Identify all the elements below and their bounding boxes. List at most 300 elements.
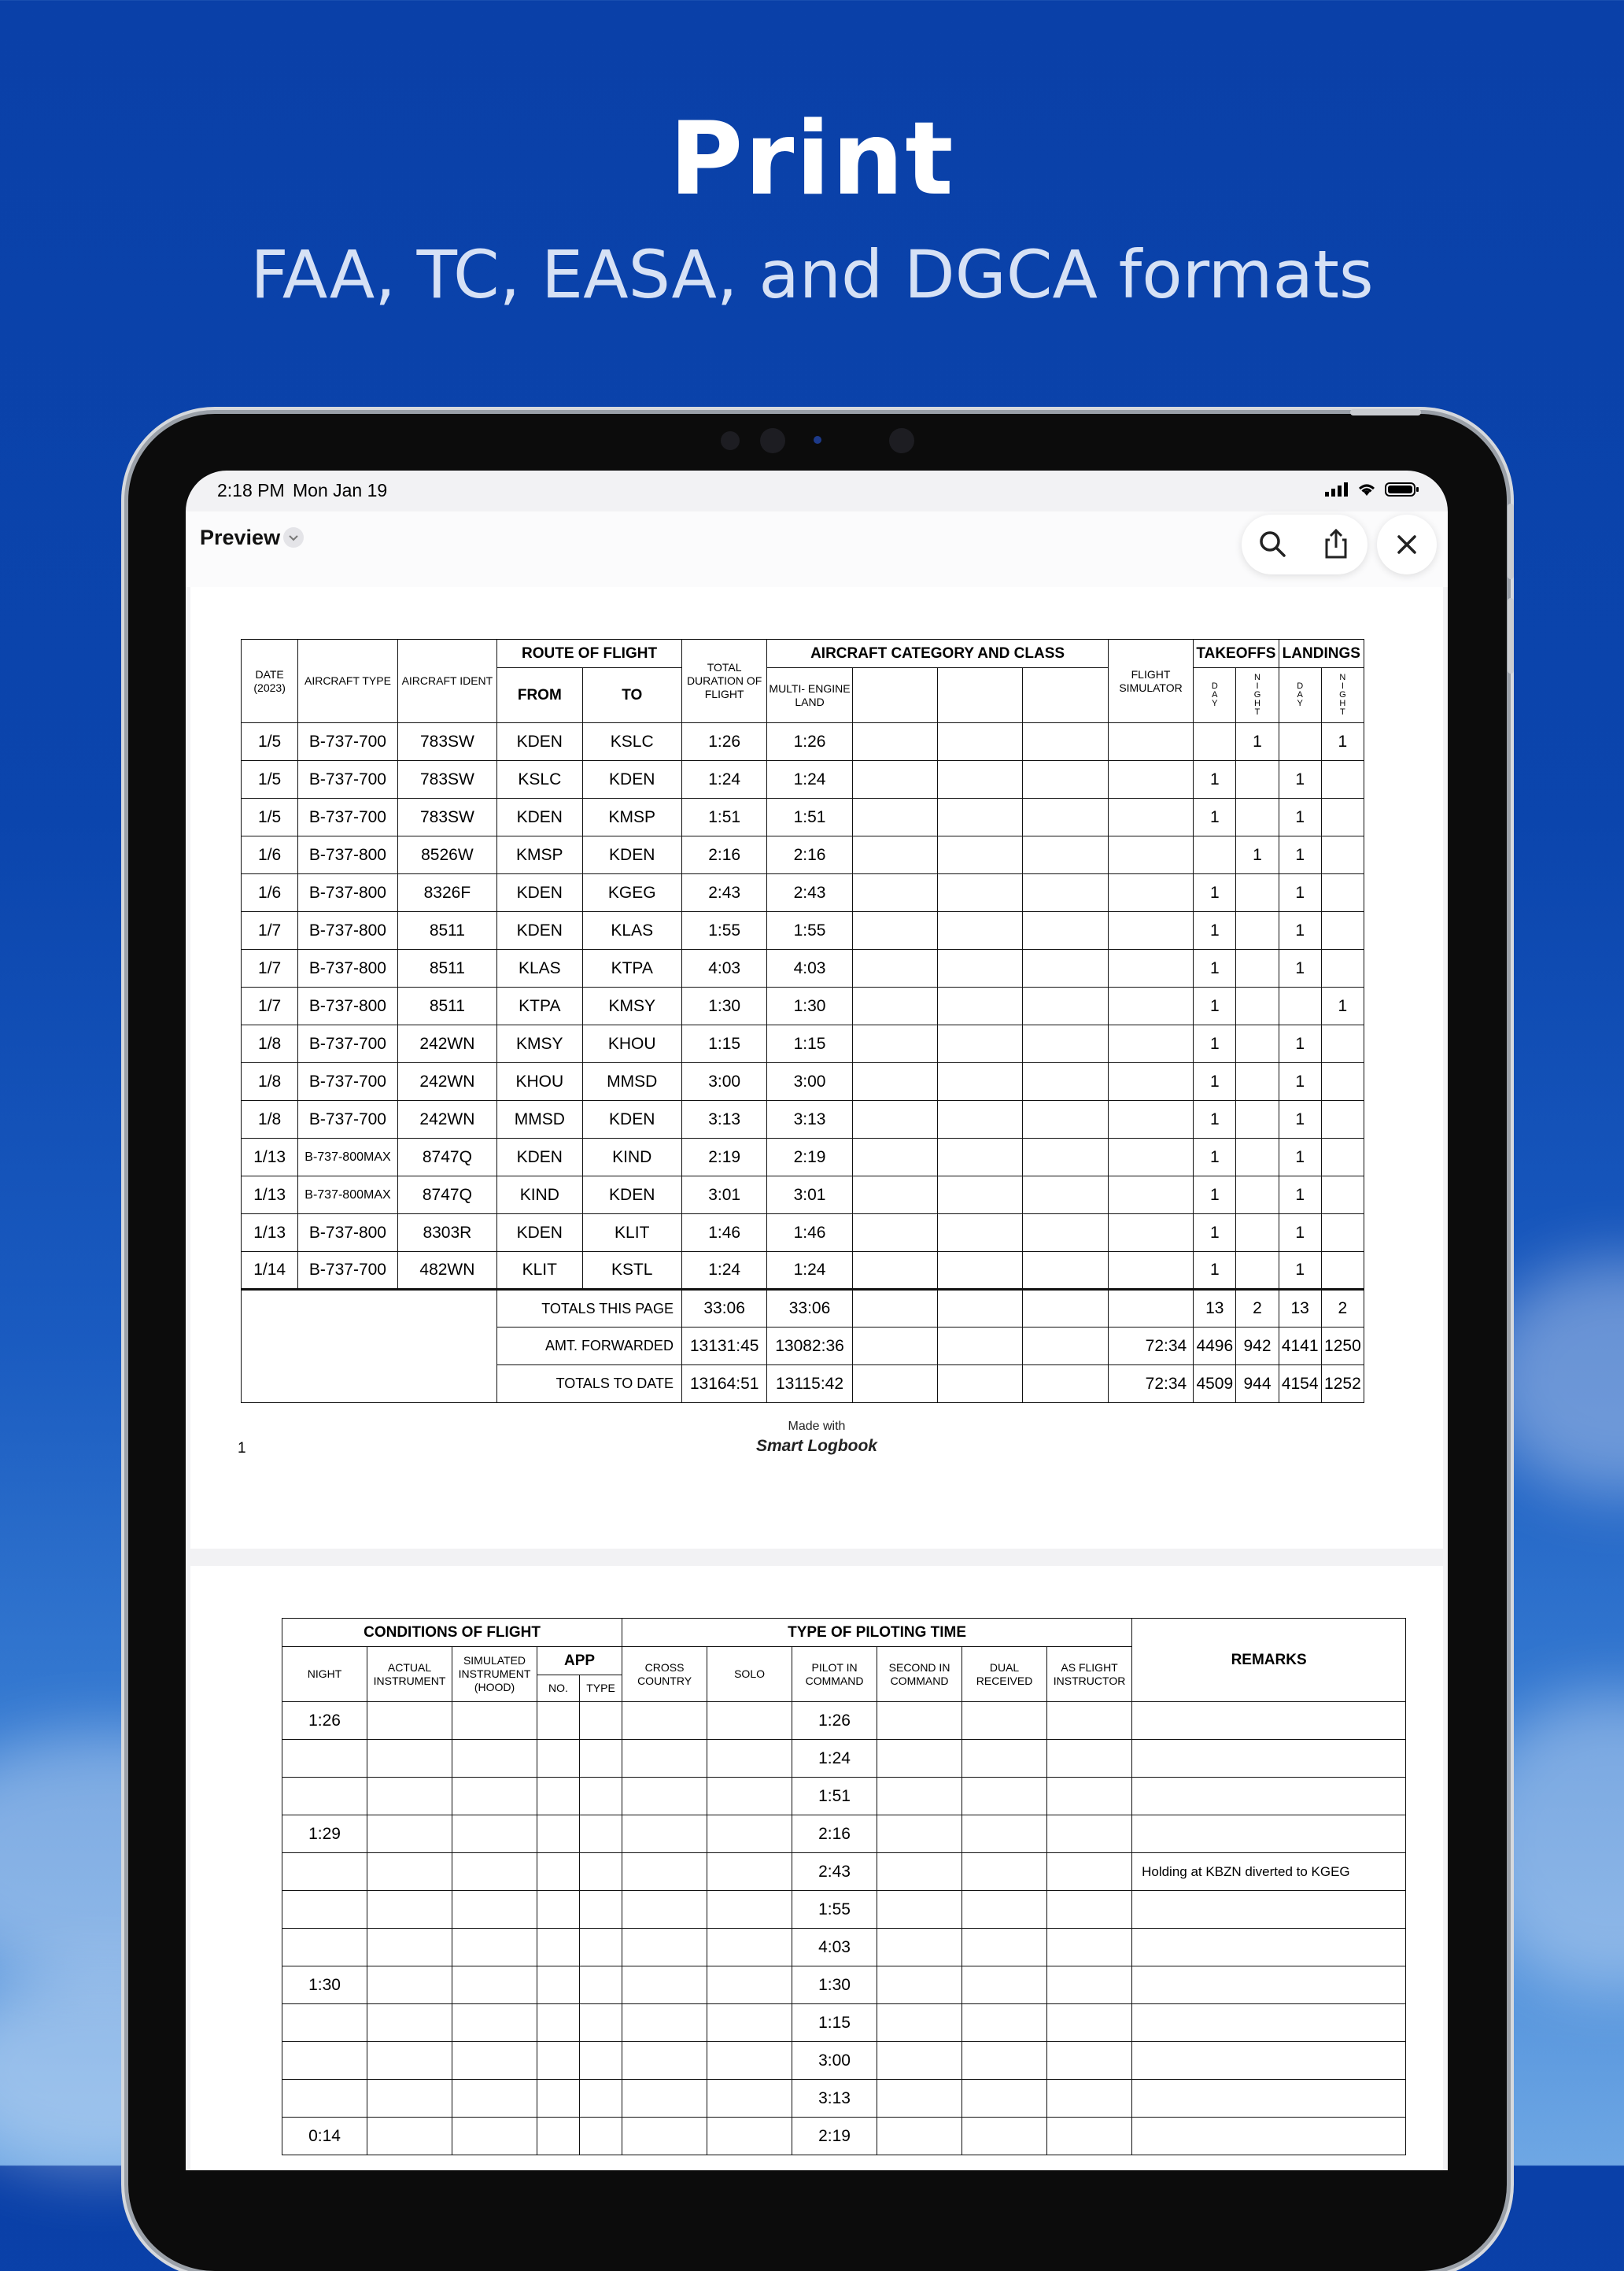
cell-ld_night [1321, 1025, 1364, 1063]
cell-to: KTPA [582, 950, 681, 988]
cell-to_day: 1 [1194, 1214, 1236, 1252]
cell-app_type [580, 1740, 622, 1778]
cell-from: KDEN [497, 874, 582, 912]
cell-to: KSTL [582, 1252, 681, 1290]
cell-to_day: 1 [1194, 799, 1236, 836]
cell-type: B-737-700 [298, 1025, 397, 1063]
cell-solo [707, 1853, 792, 1891]
table-row [242, 1176, 1364, 1214]
cell-pic: 1:55 [792, 1891, 877, 1929]
cell-to_night [1236, 1252, 1279, 1290]
col-route: ROUTE OF FLIGHT [497, 640, 682, 668]
cell-night: 1:30 [282, 1966, 367, 2004]
top-button [1350, 409, 1421, 415]
cell-ld_night [1321, 1176, 1364, 1214]
cell-mel: 1:24 [767, 1252, 852, 1290]
totals-b2 [938, 1290, 1023, 1328]
cell-b3 [1023, 799, 1108, 836]
cell-to: KMSP [582, 799, 681, 836]
cell-type: B-737-800 [298, 836, 397, 874]
cell-b3 [1023, 874, 1108, 912]
cell-sim [452, 2080, 537, 2118]
cell-ld_day: 1 [1279, 1139, 1321, 1176]
cell-b3 [1023, 1101, 1108, 1139]
col-takeoff-day: DAY [1194, 668, 1236, 723]
cell-sic [877, 1815, 962, 1853]
cell-b2 [938, 1139, 1023, 1176]
cell-app_no [537, 1702, 580, 1740]
table-row [242, 1063, 1364, 1101]
col-blank [1023, 668, 1108, 723]
col-multi-engine-land: MULTI- ENGINE LAND [767, 668, 852, 723]
camera-indicator [814, 436, 821, 444]
cell-ld_day: 1 [1279, 836, 1321, 874]
cell-date: 1/5 [242, 799, 298, 836]
table-row [282, 1815, 1406, 1853]
cell-to_night [1236, 950, 1279, 988]
table-row [282, 1891, 1406, 1929]
cell-ld_day: 1 [1279, 799, 1321, 836]
col-solo: SOLO [707, 1647, 792, 1702]
cell-sim [452, 1853, 537, 1891]
table-row [282, 1966, 1406, 2004]
cell-sim [452, 1778, 537, 1815]
cell-b1 [852, 799, 937, 836]
col-total-duration: TOTAL DURATION OF FLIGHT [681, 640, 766, 723]
cell-app_no [537, 2004, 580, 2042]
cell-total: 2:19 [681, 1139, 766, 1176]
totals-label: AMT. FORWARDED [497, 1328, 682, 1365]
col-category: AIRCRAFT CATEGORY AND CLASS [767, 640, 1109, 668]
col-cfi: AS FLIGHT INSTRUCTOR [1047, 1647, 1132, 1702]
totals-total: 13131:45 [681, 1328, 766, 1365]
cell-b1 [852, 836, 937, 874]
preview-title[interactable]: Preview [200, 526, 281, 549]
cell-ident: 482WN [397, 1252, 496, 1290]
col-night: NIGHT [282, 1647, 367, 1702]
cell-app_type [580, 1891, 622, 1929]
table-row [282, 1929, 1406, 1966]
cell-to_day: 1 [1194, 874, 1236, 912]
cell-sic [877, 1853, 962, 1891]
cell-sim [1108, 1025, 1193, 1063]
cell-to_day: 1 [1194, 912, 1236, 950]
col-app: APP [537, 1647, 622, 1675]
col-blank [852, 668, 937, 723]
status-bar [186, 471, 1448, 511]
logbook-page-1 [190, 587, 1443, 1549]
cell-remarks [1132, 2080, 1406, 2118]
cell-b1 [852, 1214, 937, 1252]
table-row [282, 1702, 1406, 1740]
totals-to_night: 2 [1236, 1290, 1279, 1328]
totals-b3 [1023, 1290, 1108, 1328]
cell-mel: 3:01 [767, 1176, 852, 1214]
cell-type: B-737-800MAX [298, 1139, 397, 1176]
cell-total: 1:24 [681, 1252, 766, 1290]
col-pic: PILOT IN COMMAND [792, 1647, 877, 1702]
cell-pic: 2:19 [792, 2118, 877, 2155]
cell-ident: 8303R [397, 1214, 496, 1252]
cell-b2 [938, 799, 1023, 836]
table-row [242, 874, 1364, 912]
cell-sic [877, 1891, 962, 1929]
cell-night: 1:29 [282, 1815, 367, 1853]
cell-to_night [1236, 1025, 1279, 1063]
signal-icon [1325, 482, 1349, 497]
cell-ld_night [1321, 799, 1364, 836]
toolbar-pill [1242, 515, 1367, 574]
cell-ld_day: 1 [1279, 912, 1321, 950]
cell-total: 3:13 [681, 1101, 766, 1139]
cell-ld_night [1321, 836, 1364, 874]
navigation-bar [186, 511, 1448, 587]
cell-sic [877, 2004, 962, 2042]
cell-total: 1:24 [681, 761, 766, 799]
cell-from: KDEN [497, 912, 582, 950]
cell-sim [1108, 723, 1193, 761]
totals-total: 13164:51 [681, 1365, 766, 1403]
table-row [282, 2042, 1406, 2080]
close-icon[interactable] [1385, 523, 1429, 567]
volume-button [1508, 504, 1514, 579]
cell-ident: 783SW [397, 799, 496, 836]
cell-ident: 8511 [397, 912, 496, 950]
cell-remarks [1132, 1929, 1406, 1966]
cell-app_type [580, 1778, 622, 1815]
cell-from: KMSY [497, 1025, 582, 1063]
totals-sim: 72:34 [1108, 1365, 1193, 1403]
cell-to_day: 1 [1194, 1063, 1236, 1101]
table-row [242, 836, 1364, 874]
cell-to: KDEN [582, 836, 681, 874]
cell-b1 [852, 988, 937, 1025]
cell-from: KDEN [497, 1214, 582, 1252]
cell-to: KGEG [582, 874, 681, 912]
cell-remarks [1132, 2004, 1406, 2042]
cell-ident: 8326F [397, 874, 496, 912]
close-button[interactable] [1377, 515, 1437, 574]
cell-date: 1/14 [242, 1252, 298, 1290]
cell-date: 1/13 [242, 1214, 298, 1252]
cell-ident: 8526W [397, 836, 496, 874]
cell-b3 [1023, 761, 1108, 799]
cell-to_night [1236, 874, 1279, 912]
cell-sic [877, 1778, 962, 1815]
cell-night [282, 1929, 367, 1966]
cell-type: B-737-700 [298, 1101, 397, 1139]
cell-total: 1:30 [681, 988, 766, 1025]
cell-dual [962, 1740, 1047, 1778]
cell-mel: 1:15 [767, 1025, 852, 1063]
cell-ld_day: 1 [1279, 874, 1321, 912]
cell-app_type [580, 1853, 622, 1891]
cell-b2 [938, 874, 1023, 912]
cell-mel: 1:46 [767, 1214, 852, 1252]
cell-sim [1108, 1214, 1193, 1252]
cell-b3 [1023, 1176, 1108, 1214]
cell-cfi [1047, 1702, 1132, 1740]
cell-date: 1/7 [242, 912, 298, 950]
table-row [282, 1778, 1406, 1815]
cell-from: KLAS [497, 950, 582, 988]
cell-pic: 1:24 [792, 1740, 877, 1778]
cell-sim [452, 2042, 537, 2080]
cell-dual [962, 1815, 1047, 1853]
cell-app_type [580, 1702, 622, 1740]
totals-ld_night: 1252 [1321, 1365, 1364, 1403]
cell-pic: 2:16 [792, 1815, 877, 1853]
cell-solo [707, 2080, 792, 2118]
cell-app_no [537, 1966, 580, 2004]
cell-sic [877, 2118, 962, 2155]
cell-sim [1108, 988, 1193, 1025]
cell-sim [1108, 836, 1193, 874]
cell-actual [367, 1966, 452, 2004]
totals-mel: 13115:42 [767, 1365, 852, 1403]
cell-b3 [1023, 988, 1108, 1025]
cell-b1 [852, 1101, 937, 1139]
cell-b2 [938, 1214, 1023, 1252]
col-flight-simulator: FLIGHT SIMULATOR [1108, 640, 1193, 723]
screen [186, 471, 1448, 2170]
cell-type: B-737-800 [298, 874, 397, 912]
cell-sim [452, 2118, 537, 2155]
cell-date: 1/6 [242, 874, 298, 912]
table-row [282, 2080, 1406, 2118]
cell-ident: 8511 [397, 988, 496, 1025]
cell-to_day [1194, 723, 1236, 761]
cell-ident: 242WN [397, 1063, 496, 1101]
cell-b1 [852, 1025, 937, 1063]
cell-to_day: 1 [1194, 1025, 1236, 1063]
cell-cfi [1047, 2042, 1132, 2080]
cell-to: KDEN [582, 761, 681, 799]
cell-to: KHOU [582, 1025, 681, 1063]
cell-actual [367, 1702, 452, 1740]
table-row [242, 1214, 1364, 1252]
col-date: DATE (2023) [242, 640, 298, 723]
cell-xc [622, 1966, 707, 2004]
cell-sim [1108, 950, 1193, 988]
cell-date: 1/8 [242, 1063, 298, 1101]
cell-solo [707, 1702, 792, 1740]
cell-type: B-737-700 [298, 761, 397, 799]
cell-date: 1/7 [242, 950, 298, 988]
cell-pic: 1:30 [792, 1966, 877, 2004]
cell-ld_day [1279, 723, 1321, 761]
cell-from: KSLC [497, 761, 582, 799]
cell-to_night [1236, 1176, 1279, 1214]
cell-ld_day: 1 [1279, 761, 1321, 799]
cell-from: KDEN [497, 1139, 582, 1176]
cell-b2 [938, 1252, 1023, 1290]
cell-to_day: 1 [1194, 950, 1236, 988]
cell-ld_night [1321, 912, 1364, 950]
cell-from: KHOU [497, 1063, 582, 1101]
cell-remarks [1132, 1778, 1406, 1815]
cell-ld_night: 1 [1321, 988, 1364, 1025]
cell-cfi [1047, 1853, 1132, 1891]
cell-app_no [537, 2042, 580, 2080]
cell-b3 [1023, 1252, 1108, 1290]
table-row [242, 799, 1364, 836]
col-from: FROM [497, 668, 582, 723]
logbook-table-right [282, 1618, 1406, 2155]
cell-type: B-737-700 [298, 799, 397, 836]
cell-actual [367, 1853, 452, 1891]
totals-label: TOTALS TO DATE [497, 1365, 682, 1403]
cell-b2 [938, 950, 1023, 988]
cell-ident: 783SW [397, 761, 496, 799]
made-with-label: Made with [788, 1420, 846, 1433]
cell-to_day [1194, 836, 1236, 874]
cell-to: KDEN [582, 1176, 681, 1214]
cell-pic: 1:15 [792, 2004, 877, 2042]
totals-sim [1108, 1290, 1193, 1328]
cell-from: KMSP [497, 836, 582, 874]
table-row [282, 1740, 1406, 1778]
cell-from: KDEN [497, 723, 582, 761]
cell-sic [877, 2080, 962, 2118]
cell-app_type [580, 2004, 622, 2042]
cell-total: 4:03 [681, 950, 766, 988]
cell-date: 1/7 [242, 988, 298, 1025]
cell-total: 1:46 [681, 1214, 766, 1252]
cell-date: 1/5 [242, 761, 298, 799]
cell-mel: 2:16 [767, 836, 852, 874]
cell-pic: 4:03 [792, 1929, 877, 1966]
cell-actual [367, 1778, 452, 1815]
cell-app_type [580, 1815, 622, 1853]
chevron-down-icon[interactable] [283, 527, 304, 548]
cell-sim [452, 1929, 537, 1966]
cell-total: 1:51 [681, 799, 766, 836]
table-row [242, 988, 1364, 1025]
totals-total: 33:06 [681, 1290, 766, 1328]
cell-to_night [1236, 1214, 1279, 1252]
logbook-page-2 [190, 1566, 1443, 2170]
cell-sim [1108, 874, 1193, 912]
table-row [242, 1139, 1364, 1176]
cell-remarks [1132, 1702, 1406, 1740]
cell-remarks [1132, 1966, 1406, 2004]
cell-b2 [938, 723, 1023, 761]
cell-sim [1108, 799, 1193, 836]
col-aircraft-type: AIRCRAFT TYPE [298, 640, 397, 723]
cell-actual [367, 2118, 452, 2155]
cell-dual [962, 2042, 1047, 2080]
totals-blank [242, 1290, 497, 1403]
totals-mel: 33:06 [767, 1290, 852, 1328]
cell-date: 1/6 [242, 836, 298, 874]
sensor [721, 431, 740, 450]
cell-to: KLIT [582, 1214, 681, 1252]
table-row [282, 2004, 1406, 2042]
cell-to: KMSY [582, 988, 681, 1025]
cell-remarks [1132, 1891, 1406, 1929]
cell-to: KIND [582, 1139, 681, 1176]
cell-b3 [1023, 912, 1108, 950]
cell-app_no [537, 1740, 580, 1778]
cell-type: B-737-800 [298, 912, 397, 950]
cell-ld_night [1321, 1252, 1364, 1290]
totals-label: TOTALS THIS PAGE [497, 1290, 682, 1328]
cell-sim [452, 1815, 537, 1853]
cell-solo [707, 2118, 792, 2155]
col-landings: LANDINGS [1279, 640, 1364, 668]
cell-ld_day: 1 [1279, 1101, 1321, 1139]
totals-mel: 13082:36 [767, 1328, 852, 1365]
cell-mel: 1:26 [767, 723, 852, 761]
cell-app_no [537, 1929, 580, 1966]
cell-dual [962, 1966, 1047, 2004]
cell-xc [622, 1778, 707, 1815]
share-icon[interactable] [1314, 523, 1358, 567]
status-time: 2:18 PM [217, 480, 285, 500]
cell-date: 1/8 [242, 1025, 298, 1063]
cell-xc [622, 1740, 707, 1778]
cell-mel: 1:55 [767, 912, 852, 950]
cell-type: B-737-700 [298, 723, 397, 761]
cell-from: KTPA [497, 988, 582, 1025]
cell-remarks [1132, 1815, 1406, 1853]
col-landing-day: DAY [1279, 668, 1321, 723]
cell-app_type [580, 2042, 622, 2080]
search-icon[interactable] [1251, 523, 1295, 567]
cell-b1 [852, 1139, 937, 1176]
cell-b1 [852, 761, 937, 799]
totals-ld_day: 4141 [1279, 1328, 1321, 1365]
cell-to: KSLC [582, 723, 681, 761]
cell-date: 1/8 [242, 1101, 298, 1139]
cell-sim [452, 1702, 537, 1740]
cell-app_type [580, 2080, 622, 2118]
cell-ld_day [1279, 988, 1321, 1025]
totals-to_day: 4509 [1194, 1365, 1236, 1403]
cell-app_no [537, 2080, 580, 2118]
cell-ld_night [1321, 874, 1364, 912]
cell-cfi [1047, 2004, 1132, 2042]
cell-b2 [938, 1025, 1023, 1063]
cell-ident: 242WN [397, 1025, 496, 1063]
cell-pic: 2:43 [792, 1853, 877, 1891]
cell-ident: 242WN [397, 1101, 496, 1139]
col-conditions: CONDITIONS OF FLIGHT [282, 1619, 622, 1647]
cell-mel: 1:51 [767, 799, 852, 836]
cell-ld_day: 1 [1279, 1252, 1321, 1290]
col-remarks: REMARKS [1132, 1619, 1406, 1702]
cell-ld_day: 1 [1279, 1176, 1321, 1214]
status-date: Mon Jan 19 [293, 480, 388, 500]
col-app-type: TYPE [580, 1675, 622, 1702]
cell-ld_night [1321, 761, 1364, 799]
wifi-icon [1356, 482, 1377, 497]
cell-actual [367, 2042, 452, 2080]
cell-xc [622, 1815, 707, 1853]
cell-total: 2:16 [681, 836, 766, 874]
cell-total: 1:26 [681, 723, 766, 761]
cell-actual [367, 1891, 452, 1929]
table-row [282, 2118, 1406, 2155]
totals-to_day: 13 [1194, 1290, 1236, 1328]
cell-b2 [938, 1101, 1023, 1139]
cell-cfi [1047, 2118, 1132, 2155]
cell-ident: 783SW [397, 723, 496, 761]
col-blank [938, 668, 1023, 723]
cell-ld_day: 1 [1279, 1214, 1321, 1252]
cell-to_night [1236, 761, 1279, 799]
